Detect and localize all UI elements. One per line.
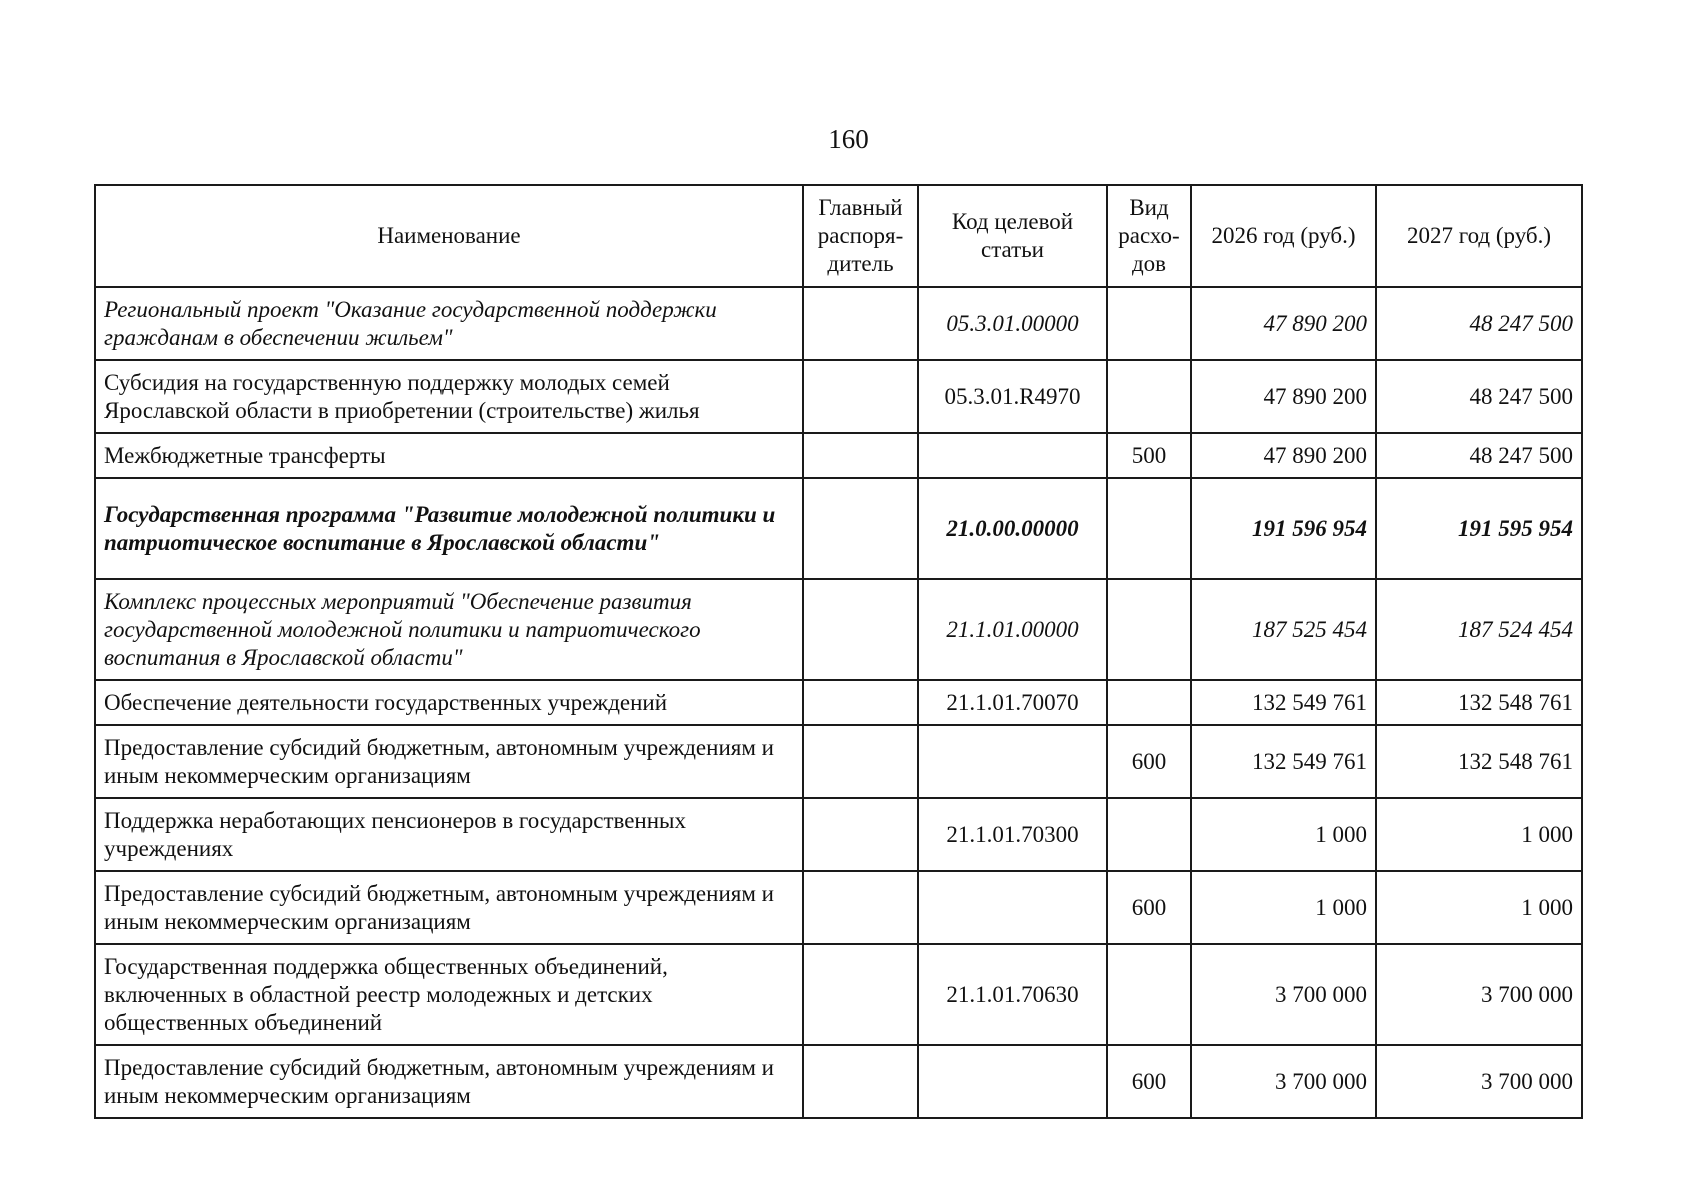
cell-year-2026: 47 890 200 <box>1191 360 1376 433</box>
cell-year-2026: 187 525 454 <box>1191 579 1376 680</box>
cell-name: Межбюджетные трансферты <box>95 433 803 478</box>
table-row <box>95 433 1582 478</box>
cell-code <box>918 1045 1107 1118</box>
cell-type <box>1107 478 1191 579</box>
cell-name: Предоставление субсидий бюджетным, автономным учреждениям и иным некоммерческим организациям <box>95 1045 803 1118</box>
cell-type <box>1107 944 1191 1045</box>
header-code: Код целевой статьи <box>918 185 1107 287</box>
cell-year-2027: 1 000 <box>1376 798 1582 871</box>
cell-code: 05.3.01.00000 <box>918 287 1107 360</box>
cell-code <box>918 871 1107 944</box>
cell-type <box>1107 287 1191 360</box>
header-admin: Главный распоря-дитель <box>803 185 918 287</box>
budget-table <box>94 184 1583 1119</box>
cell-year-2026: 47 890 200 <box>1191 433 1376 478</box>
cell-name: Предоставление субсидий бюджетным, автономным учреждениям и иным некоммерческим организациям <box>95 871 803 944</box>
cell-year-2027: 48 247 500 <box>1376 360 1582 433</box>
table-row <box>95 360 1582 433</box>
cell-type: 500 <box>1107 433 1191 478</box>
header-year-2026: 2026 год (руб.) <box>1191 185 1376 287</box>
cell-admin <box>803 478 918 579</box>
cell-code: 21.1.01.70300 <box>918 798 1107 871</box>
table-row <box>95 287 1582 360</box>
cell-type <box>1107 680 1191 725</box>
cell-admin <box>803 287 918 360</box>
cell-name: Государственная программа "Развитие молодежной политики и патриотическое воспитание в Ярославской области" <box>95 478 803 579</box>
cell-name: Комплекс процессных мероприятий "Обеспечение развития государственной молодежной политики и патриотического воспитания в Ярославской области" <box>95 579 803 680</box>
header-name: Наименование <box>95 185 803 287</box>
table-row <box>95 944 1582 1045</box>
cell-code: 21.1.01.00000 <box>918 579 1107 680</box>
cell-year-2026: 3 700 000 <box>1191 944 1376 1045</box>
cell-year-2027: 3 700 000 <box>1376 944 1582 1045</box>
table-row <box>95 579 1582 680</box>
table-row <box>95 798 1582 871</box>
cell-year-2027: 132 548 761 <box>1376 680 1582 725</box>
table-row <box>95 1045 1582 1118</box>
cell-year-2027: 1 000 <box>1376 871 1582 944</box>
cell-name: Поддержка неработающих пенсионеров в государственных учреждениях <box>95 798 803 871</box>
cell-admin <box>803 725 918 798</box>
cell-year-2027: 48 247 500 <box>1376 287 1582 360</box>
cell-name: Региональный проект "Оказание государственной поддержки гражданам в обеспечении жильем" <box>95 287 803 360</box>
header-type: Вид расхо-дов <box>1107 185 1191 287</box>
cell-admin <box>803 680 918 725</box>
cell-admin <box>803 871 918 944</box>
table-row <box>95 478 1582 579</box>
table-header-row <box>95 185 1582 287</box>
cell-year-2026: 47 890 200 <box>1191 287 1376 360</box>
cell-type: 600 <box>1107 871 1191 944</box>
cell-type <box>1107 360 1191 433</box>
cell-year-2027: 3 700 000 <box>1376 1045 1582 1118</box>
table-row <box>95 725 1582 798</box>
cell-admin <box>803 433 918 478</box>
cell-code: 21.0.00.00000 <box>918 478 1107 579</box>
cell-type: 600 <box>1107 725 1191 798</box>
cell-year-2026: 191 596 954 <box>1191 478 1376 579</box>
cell-admin <box>803 360 918 433</box>
cell-year-2027: 187 524 454 <box>1376 579 1582 680</box>
cell-year-2027: 191 595 954 <box>1376 478 1582 579</box>
cell-code: 21.1.01.70070 <box>918 680 1107 725</box>
table-row <box>95 871 1582 944</box>
cell-code <box>918 433 1107 478</box>
cell-admin <box>803 579 918 680</box>
cell-type <box>1107 579 1191 680</box>
table-row <box>95 680 1582 725</box>
cell-year-2026: 1 000 <box>1191 871 1376 944</box>
cell-year-2027: 48 247 500 <box>1376 433 1582 478</box>
page-number: 160 <box>828 124 869 154</box>
cell-type: 600 <box>1107 1045 1191 1118</box>
cell-year-2026: 1 000 <box>1191 798 1376 871</box>
cell-year-2026: 132 549 761 <box>1191 680 1376 725</box>
cell-name: Государственная поддержка общественных объединений, включенных в областной реестр молодежных и детских общественных объединений <box>95 944 803 1045</box>
header-year-2027: 2027 год (руб.) <box>1376 185 1582 287</box>
cell-name: Обеспечение деятельности государственных учреждений <box>95 680 803 725</box>
cell-year-2027: 132 548 761 <box>1376 725 1582 798</box>
cell-type <box>1107 798 1191 871</box>
cell-admin <box>803 1045 918 1118</box>
cell-name: Предоставление субсидий бюджетным, автономным учреждениям и иным некоммерческим организациям <box>95 725 803 798</box>
cell-year-2026: 3 700 000 <box>1191 1045 1376 1118</box>
cell-name: Субсидия на государственную поддержку молодых семей Ярославской области в приобретении (строительстве) жилья <box>95 360 803 433</box>
cell-code <box>918 725 1107 798</box>
cell-code: 21.1.01.70630 <box>918 944 1107 1045</box>
cell-year-2026: 132 549 761 <box>1191 725 1376 798</box>
cell-admin <box>803 798 918 871</box>
cell-admin <box>803 944 918 1045</box>
cell-code: 05.3.01.R4970 <box>918 360 1107 433</box>
